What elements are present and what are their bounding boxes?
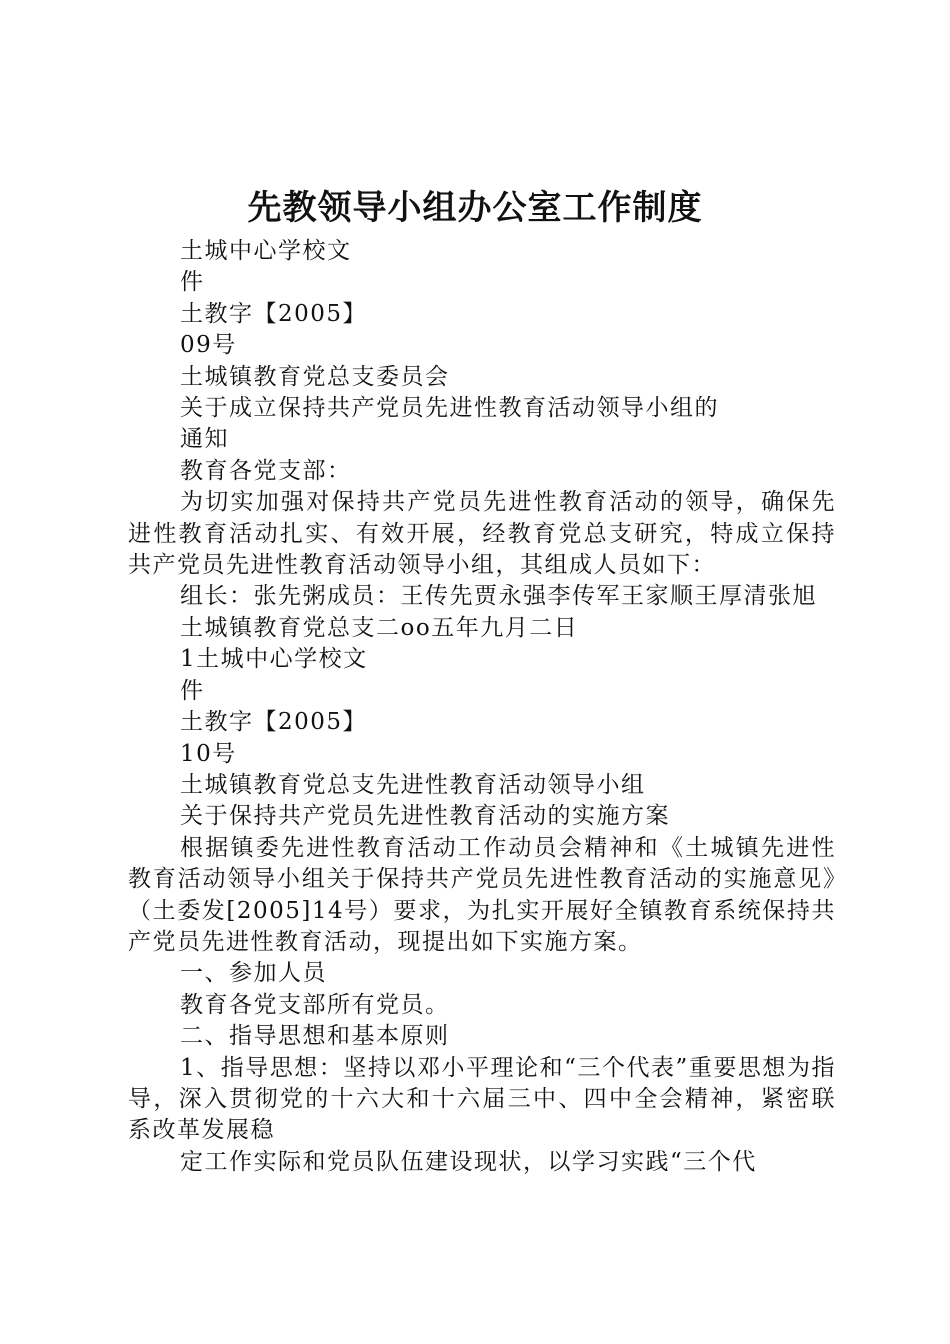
notice-subject-line-cont: 通知 [180,426,229,453]
section-text: 教育各党支部所有党员。 [180,991,450,1018]
section-heading: 二、指导思想和基本原则 [180,1023,450,1050]
paragraph: 根据镇委先进性教育活动工作动员会精神和《土城镇先进性教育活动领导小组关于保持共产党员先进性教育活动的实施意见》（土委发[2005]14号）要求，为扎实开展好全镇教育系统保持共产党员先进性教育活动，现提出如下实施方案。 [128,834,836,955]
paragraph-continued: 定工作实际和党员队伍建设现状，以学习实践“三个代 [180,1148,757,1175]
doc-number: 09号 [180,332,237,359]
school-header-line-2-cont: 件 [180,677,205,704]
member-list-paragraph: 组长：张先粥成员：王传先贾永强李传军王家顺王厚清张旭 [180,583,817,610]
signature-date-line: 土城镇教育党总支二oo五年九月二日 [180,614,579,641]
paragraph: 1、指导思想：坚持以邓小平理论和“三个代表”重要思想为指导，深入贯彻党的十六大和十六届三中、四中全会精神，紧密联系改革发展稳 [128,1054,836,1144]
section-heading: 一、参加人员 [180,960,327,987]
document-body [128,236,836,1178]
school-header-line-2: 1土城中心学校文 [180,646,368,673]
plan-subject-line: 关于保持共产党员先进性教育活动的实施方案 [180,803,670,830]
paragraph: 为切实加强对保持共产党员先进性教育活动的领导，确保先进性教育活动扎实、有效开展，经教育党总支研究，特成立保持共产党员先进性教育活动领导小组，其组成人员如下： [128,489,836,579]
document-title: 先教领导小组办公室工作制度 [247,188,703,228]
issuer-line: 土城镇教育党总支委员会 [180,363,450,390]
doc-number-prefix: 土教字【2005】 [180,300,368,327]
salutation: 教育各党支部： [180,457,352,484]
notice-subject-line: 关于成立保持共产党员先进性教育活动领导小组的 [180,395,719,422]
school-header-line: 土城中心学校文 [180,238,352,264]
issuer-line-2: 土城镇教育党总支先进性教育活动领导小组 [180,771,646,798]
school-header-line-cont: 件 [180,269,205,296]
doc-number-2: 10号 [180,740,237,767]
doc-number-prefix-2: 土教字【2005】 [180,709,368,736]
